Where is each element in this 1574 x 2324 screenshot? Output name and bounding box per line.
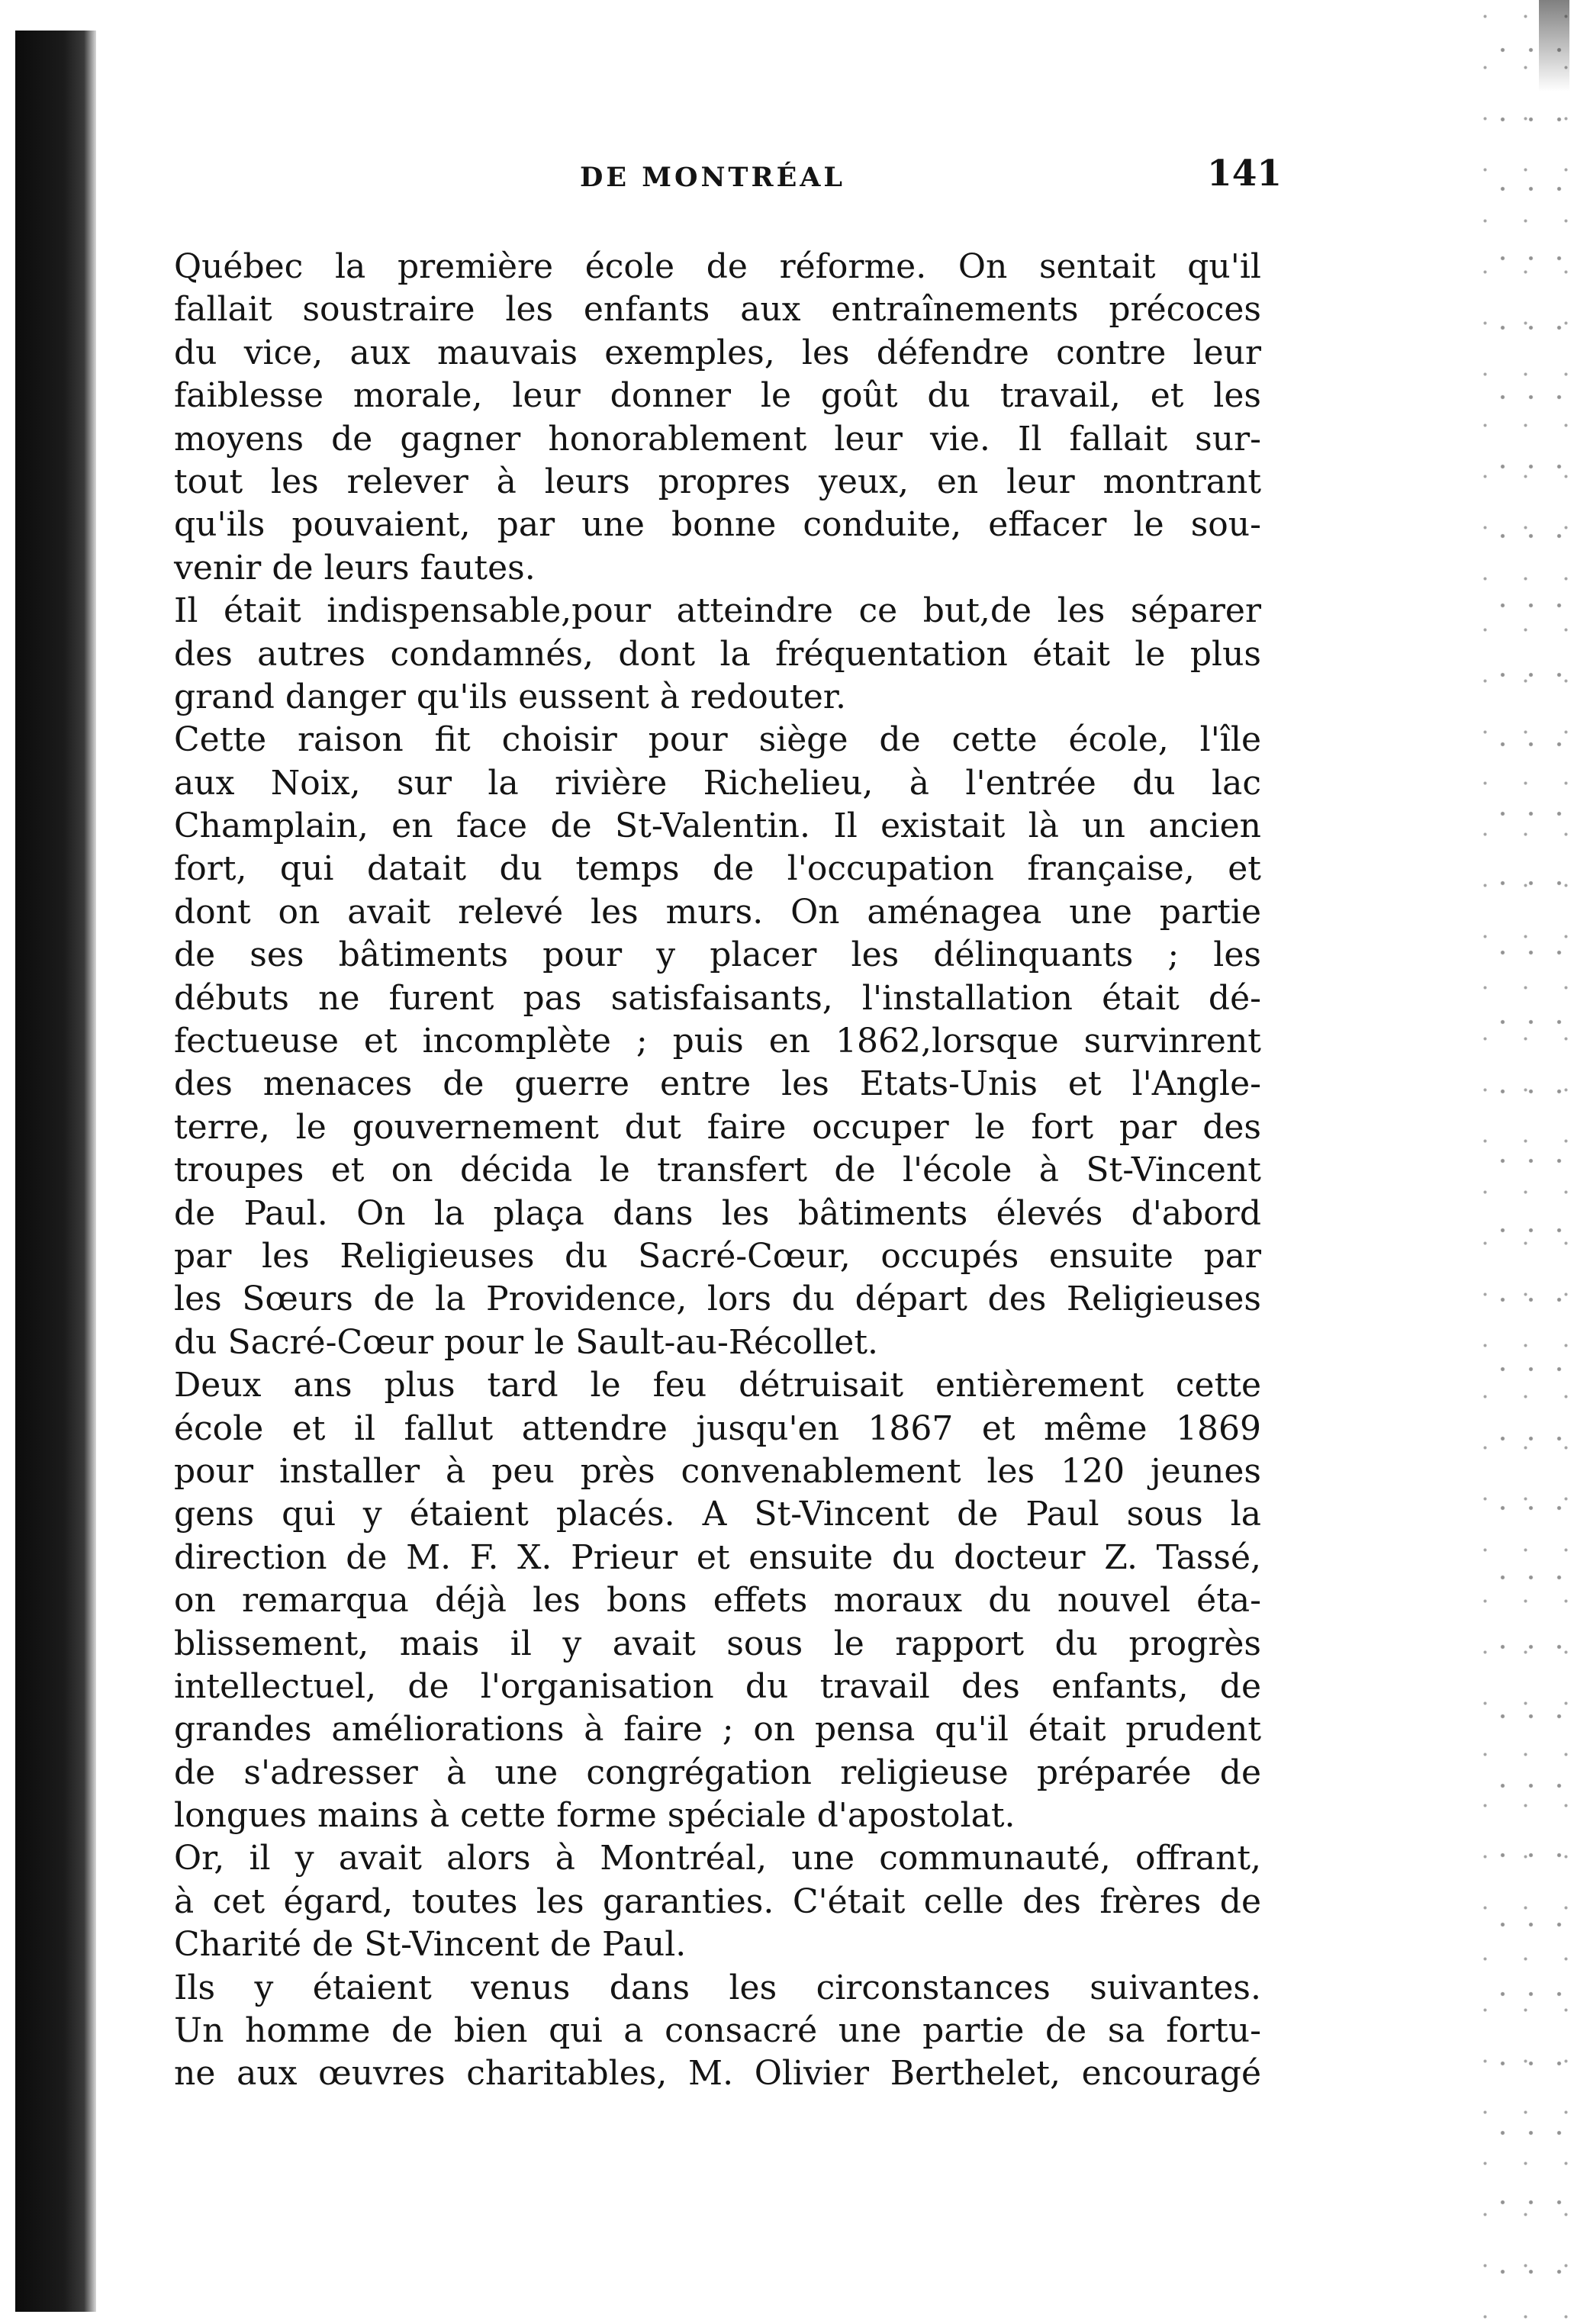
text-line: débuts ne furent pas satisfaisants, l'installation était dé- <box>174 978 1261 1018</box>
running-head: DE MONTRÉAL <box>580 162 846 193</box>
text-line: fallait soustraire les enfants aux entraînements précoces <box>174 290 1261 330</box>
text-line: faiblesse morale, leur donner le goût du travail, et les <box>174 376 1261 416</box>
text-line: fort, qui datait du temps de l'occupation française, et <box>174 849 1261 889</box>
text-line: fectueuse et incomplète ; puis en 1862,lorsque survinrent <box>174 1022 1261 1061</box>
body-text <box>174 246 1261 2096</box>
text-line: venir de leurs fautes. <box>174 548 536 587</box>
text-line: de s'adresser à une congrégation religieuse préparée de <box>174 1753 1261 1792</box>
text-line: Champlain, en face de St-Valentin. Il existait là un ancien <box>174 806 1261 846</box>
text-line: tout les relever à leurs propres yeux, en leur montrant <box>174 462 1261 501</box>
text-line: intellectuel, de l'organisation du travail des enfants, de <box>174 1666 1261 1706</box>
text-line: gens qui y étaient placés. A St-Vincent de Paul sous la <box>174 1495 1261 1534</box>
text-line: troupes et on décida le transfert de l'école à St-Vincent <box>174 1151 1261 1190</box>
text-line: Charité de St-Vincent de Paul. <box>174 1925 687 1965</box>
text-line: terre, le gouvernement dut faire occuper le fort par des <box>174 1107 1261 1147</box>
text-line: école et il fallut attendre jusqu'en 1867 et même 1869 <box>174 1408 1261 1448</box>
text-line: Or, il y avait alors à Montréal, une communauté, offrant, <box>174 1839 1261 1878</box>
text-line: grand danger qu'ils eussent à redouter. <box>174 677 846 716</box>
text-line: par les Religieuses du Sacré-Cœur, occupés ensuite par <box>174 1236 1261 1276</box>
text-line: pour installer à peu près convenablement les 120 jeunes <box>174 1451 1261 1491</box>
text-line: aux Noix, sur la rivière Richelieu, à l'entrée du lac <box>174 763 1261 803</box>
text-line: Un homme de bien qui a consacré une partie de sa fortu- <box>174 2011 1261 2051</box>
text-line: du Sacré-Cœur pour le Sault-au-Récollet. <box>174 1322 879 1362</box>
text-line: direction de M. F. X. Prieur et ensuite du docteur Z. Tassé, <box>174 1537 1261 1577</box>
text-line: blissement, mais il y avait sous le rapport du progrès <box>174 1624 1261 1663</box>
text-line: Ils y étaient venus dans les circonstances suivantes. <box>174 1968 1261 2007</box>
text-line: des menaces de guerre entre les Etats-Unis et l'Angle- <box>174 1064 1261 1104</box>
page-edge-speckle <box>1482 0 1574 2324</box>
text-line: qu'ils pouvaient, par une bonne conduite, effacer le sou- <box>174 505 1261 545</box>
page-edge-mark <box>1539 0 1569 92</box>
text-line: Cette raison fit choisir pour siège de cette école, l'île <box>174 720 1261 760</box>
text-line: des autres condamnés, dont la fréquentation était le plus <box>174 634 1261 674</box>
text-line: de Paul. On la plaça dans les bâtiments élevés d'abord <box>174 1193 1261 1233</box>
text-line: dont on avait relevé les murs. On aménagea une partie <box>174 892 1261 932</box>
text-line: moyens de gagner honorablement leur vie. Il fallait sur- <box>174 419 1261 459</box>
text-line: longues mains à cette forme spéciale d'apostolat. <box>174 1796 1016 1836</box>
text-line: Il était indispensable,pour atteindre ce but,de les séparer <box>174 591 1261 631</box>
text-line: du vice, aux mauvais exemples, les défendre contre leur <box>174 333 1261 372</box>
text-line: on remarqua déjà les bons effets moraux du nouvel éta- <box>174 1581 1261 1621</box>
text-line: ne aux œuvres charitables, M. Olivier Berthelet, encouragé <box>174 2054 1261 2094</box>
page-binding-shadow <box>15 31 96 2312</box>
text-line: grandes améliorations à faire ; on pensa qu'il était prudent <box>174 1710 1261 1749</box>
page-number: 141 <box>1207 153 1283 195</box>
text-line: Deux ans plus tard le feu détruisait entièrement cette <box>174 1366 1261 1405</box>
text-line: à cet égard, toutes les garanties. C'était celle des frères de <box>174 1881 1261 1921</box>
text-line: les Sœurs de la Providence, lors du départ des Religieuses <box>174 1279 1261 1319</box>
text-line: Québec la première école de réforme. On sentait qu'il <box>174 247 1261 286</box>
text-line: de ses bâtiments pour y placer les délinquants ; les <box>174 935 1261 975</box>
